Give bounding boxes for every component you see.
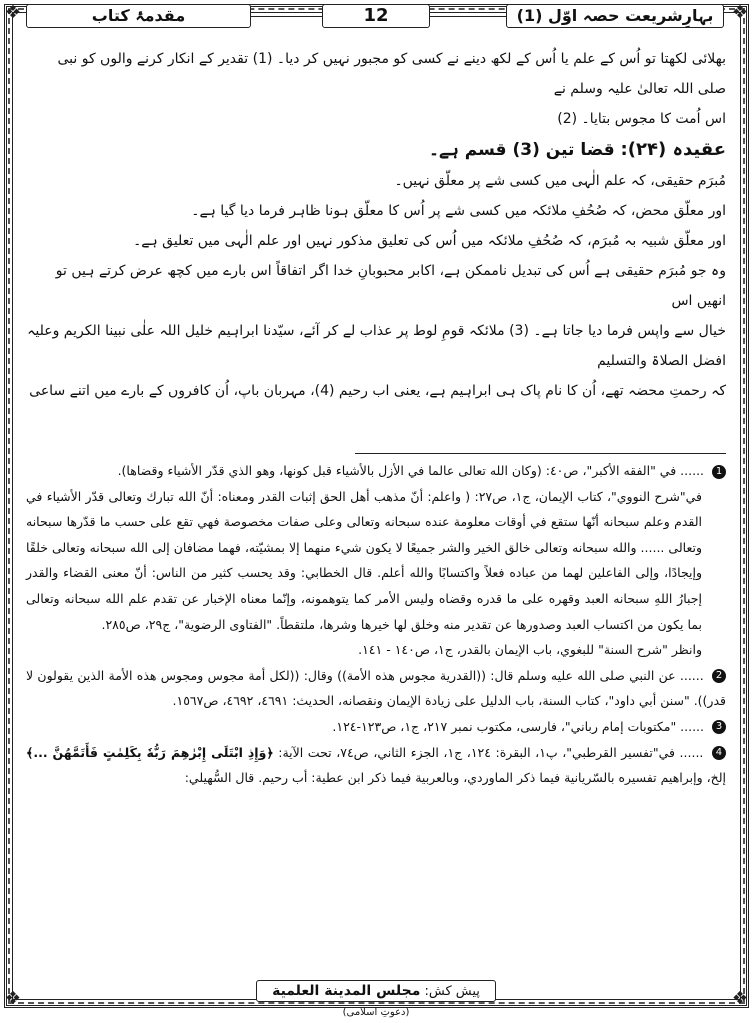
footnote-number: 2 [712,669,726,683]
text-line: خیال سے واپس فرما دیا جاتا ہے۔ (3) ملائکہ قومِ لوط پر عذاب لے کر آئے، سیّدنا ابراہیم خلیل اللہ علٰی نبینا الکریم وعلیہ افضل الصلاۃ والتسلیم [27,323,726,369]
text-line: اس اُمت کا مجوس بتایا۔ (2) [557,111,726,127]
footnote-text: ...... "مكتوبات إمام رباني"، فارسی، مکتوب نمبر ٢١٧، ج١، ص١٢٣-١٢٤. [332,718,705,734]
corner-ornament-icon: ❖ [731,988,749,1009]
page-number: 12 [322,4,430,28]
header-divider [430,16,506,17]
book-title: بہارِشریعت حصہ اوّل (1) [506,4,724,28]
corner-ornament-icon: ❖ [4,988,22,1009]
corner-ornament-icon: ❖ [731,2,749,23]
main-text [26,44,726,406]
publisher-box [256,980,496,1018]
footnote-text: ...... عن النبي صلى الله عليه وسلم قال: ((القدرية مجوس هذه الأمة)) وقال: ((لكل أمة مجوس ومجوس هذه الأمة الذين يقولون لا قدر)). "سنن أبي داود"، كتاب السنة، باب الدليل على زيادة الإيمان ونقصانه، الحديث: ٤٦٩١، ٤٦٩٢، ص١٥٦٧. [26,667,726,709]
footnote-1 [26,458,726,484]
footnotes [26,458,726,791]
page-footer [0,980,753,1018]
footnote-text: ...... في"تفسير القرطبي"، پ١، البقرة: ١٢٤، ج١، الجزء الثاني، ص٧٤، تحت الآية: [278,744,704,760]
footnote-paragraph: في"شرح النووي"، كتاب الإيمان، ج١، ص٢٧: ( واعلم: أنّ مذهب أهل الحق إثبات القدر ومعناه: أنّ الله تبارك وتعالى قدّر الأشياء في القدم وعلم سبحانه أنّها ستقع في أوقات معلومة عنده سبحانه وتعالى وعلى صفات مخصوصة فهي تقع على حسب ما قدّرها سبحانه وتعالى ...... والله سبحانه وتعالى خالق الخير والشر جميعًا لا يكون شيء منهما إلا بمشيّته، فهما مضافان إلى الله سبحانه وتعالى خلقًا وإيجادًا، وإلى الفاعلين لهما من عباده فعلاً واكتسابًا والله أعلم. قال الخطابي: وقد يحسب كثير من الناس: أنّ معنى القضاء والقدر إجبارُ اللهِ سبحانه العبد وقهره على ما قدره وقضاه وليس الأمر كما يتوهمونه، وإنّما معناه الإخبار عن تقدم علم الله سبحانه وتعالى بما يكون من اكتساب العبد وصدورها عن تقدير منه وخلق لها خيرها وشرها، ملتقطاً. "الفتاوى الرضوية"، ج٢٩، ص٢٨٥. [26,488,702,632]
presenter-label: پیش کش: [424,984,480,999]
header-divider [251,16,322,17]
quran-verse: ﴿وَإِذِ ابْتَلَى إِبْرٰهِمَ رَبُّهٗ بِكَلِمٰتٍ فَأَتَمَّهُنَّ ...﴾ [26,744,274,760]
footnote-3 [26,714,726,740]
footnote-text: إلخ، وإبراهيم تفسيره بالسّريانية فيما ذكر الماوردي، وبالعربية فيما ذكر ابن عطية: أب رحيم. قال السُّهيلي: [184,770,726,786]
footnote-number: 4 [712,746,726,760]
page-header [20,4,733,30]
aqeeda-label: عقیدہ (۲۴): [620,139,726,160]
text-line: اور معلّق محض، کہ صُحُفِ ملائکہ میں کسی شے پر اُس کا معلّق ہونا ظاہر فرما دیا گیا ہے۔ [191,203,726,219]
aqeeda-text: قضا تین (3) قسم ہے۔ [429,140,615,160]
footnote-separator [355,453,726,454]
footnote-number: 1 [712,465,726,479]
text-line: بھلائی لکھتا تو اُس کے علم یا اُس کے لکھ دینے نے کسی کو مجبور نہیں کر دیا۔ (1) تقدیر کے انکار کرنے والوں کو نبی صلی اللہ تعالیٰ علیہ وسلم نے [57,51,726,97]
aqeeda-heading [26,134,726,166]
text-line: کہ رحمتِ محضہ تھے، اُن کا نام پاک ہی ابراہیم ہے، یعنی اب رحیم (4)، مہربان باپ، اُن کافروں کے بارے میں اتنے ساعی [29,383,726,399]
footnote-paragraph: وانظر "شرح السنة" للبغوي، باب الإيمان بالقدر، ج١، ص١٤٠ - ١٤١. [358,642,702,658]
corner-ornament-icon: ❖ [4,2,22,23]
text-line: وہ جو مُبرَم حقیقی ہے اُس کی تبدیل ناممکن ہے، اکابر محبوبانِ خدا اگر اتفاقاً اس بارے میں کچھ عرض کرتے ہیں تو انھیں اس [55,263,726,309]
footnote-text: ...... في "الفقه الأكبر"، ص٤٠: (وكان الله تعالى عالما في الأزل بالأشياء قبل كونها، وهو الذي قدّر الأشياء وقضاها). [117,463,705,478]
footnote-2 [26,663,726,714]
organization-name: (دعوتِ اسلامی) [342,1007,410,1018]
footnote-4 [26,740,726,791]
text-line: اور معلّق شبیہ بہ مُبرَم، کہ صُحُفِ ملائکہ میں اُس کی تعلیق مذکور نہیں اور علم الٰہی میں تعلیق ہے۔ [133,233,726,249]
text-line: مُبرَم حقیقی، کہ علم الٰہی میں کسی شے پر معلّق نہیں۔ [394,173,726,189]
publisher-name: مجلس المدينة العلمية [272,983,421,999]
section-title: مقدمۂ کتاب [26,4,251,28]
footnote-number: 3 [712,720,726,734]
